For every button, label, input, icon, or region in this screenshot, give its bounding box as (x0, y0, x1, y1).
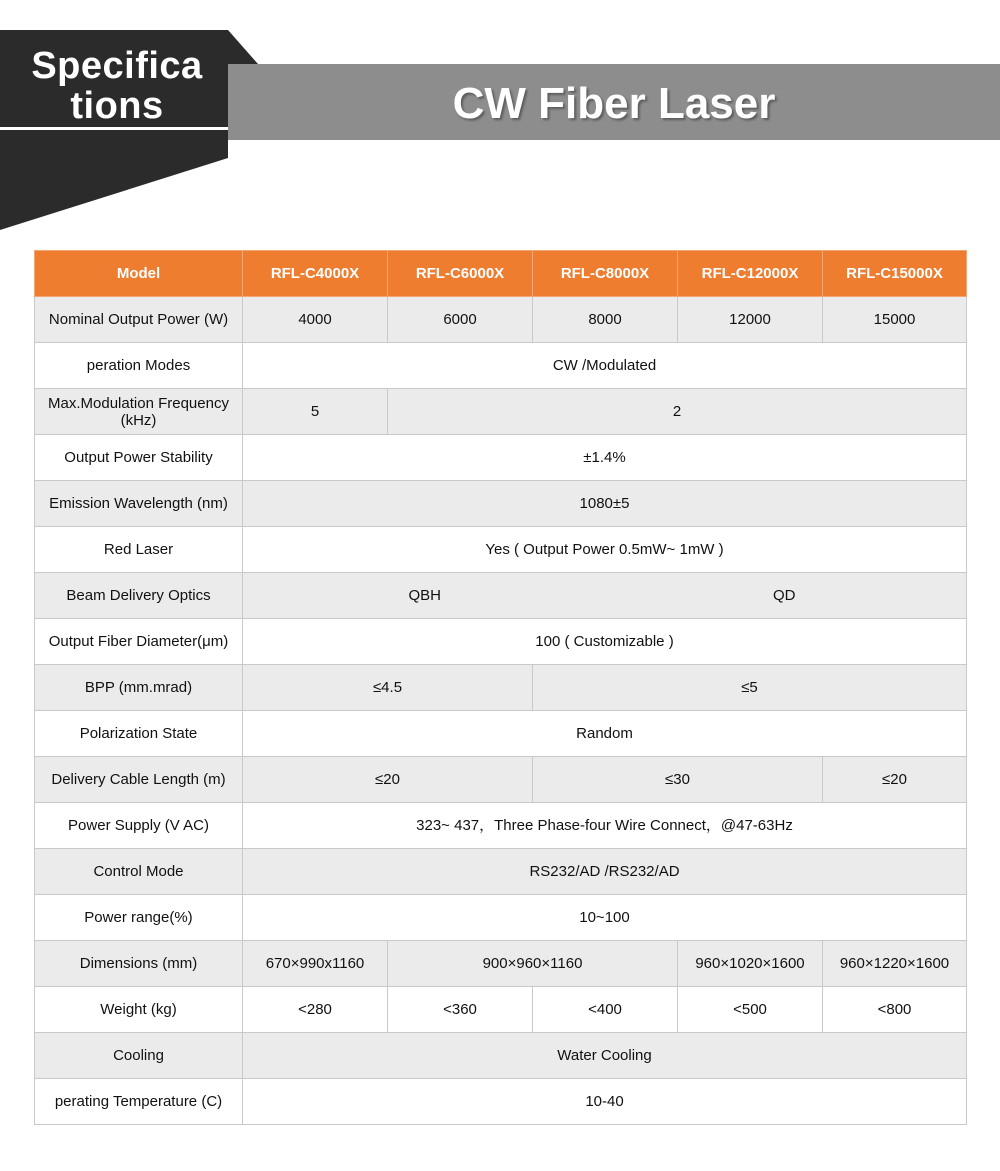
table-row (35, 297, 967, 343)
row-label: peration Modes (35, 343, 243, 389)
specifications-heading-line1: Specifica (31, 45, 203, 87)
table-cell: ≤20 (823, 757, 967, 803)
table-cell: ≤4.5 (243, 665, 533, 711)
table-cell (243, 573, 967, 619)
page-title: CW Fiber Laser (452, 79, 776, 128)
table-cell: <400 (533, 987, 678, 1033)
beam-optics-qbh: QBH (408, 587, 441, 604)
table-cell: ≤5 (533, 665, 967, 711)
beam-optics-values (245, 587, 964, 604)
table-cell: 4000 (243, 297, 388, 343)
table-cell: 100 ( Customizable ) (243, 619, 967, 665)
header-model: Model (35, 251, 243, 297)
table-row (35, 573, 967, 619)
table-cell: 900×960×1160 (388, 941, 678, 987)
header-rfl-c4000x: RFL-C4000X (243, 251, 388, 297)
table-cell: Random (243, 711, 967, 757)
table-cell: <360 (388, 987, 533, 1033)
row-label: Beam Delivery Optics (35, 573, 243, 619)
table-row (35, 1079, 967, 1125)
table-row (35, 987, 967, 1033)
row-label: BPP (mm.mrad) (35, 665, 243, 711)
row-label: Weight (kg) (35, 987, 243, 1033)
table-cell: Water Cooling (243, 1033, 967, 1079)
table-cell: ≤30 (533, 757, 823, 803)
table-row (35, 389, 967, 435)
table-cell: 670×990x1160 (243, 941, 388, 987)
table-row (35, 665, 967, 711)
table-row (35, 757, 967, 803)
specifications-heading-line2: tions (70, 85, 164, 127)
specifications-heading (0, 46, 228, 126)
row-label: Cooling (35, 1033, 243, 1079)
banner-divider (0, 127, 228, 130)
table-row (35, 619, 967, 665)
table-cell: 10-40 (243, 1079, 967, 1125)
table-cell: 960×1220×1600 (823, 941, 967, 987)
table-cell: 1080±5 (243, 481, 967, 527)
beam-optics-qd: QD (773, 587, 796, 604)
table-row (35, 435, 967, 481)
row-label: Emission Wavelength (nm) (35, 481, 243, 527)
row-label: Delivery Cable Length (m) (35, 757, 243, 803)
table-cell: ≤20 (243, 757, 533, 803)
row-label: Dimensions (mm) (35, 941, 243, 987)
row-label: Power Supply (V AC) (35, 803, 243, 849)
table-cell: 323~ 437，Three Phase-four Wire Connect，@47-63Hz (243, 803, 967, 849)
row-label: perating Temperature (C) (35, 1079, 243, 1125)
row-label: Output Fiber Diameter(μm) (35, 619, 243, 665)
table-cell: 10~100 (243, 895, 967, 941)
header-rfl-c6000x: RFL-C6000X (388, 251, 533, 297)
table-cell: Yes ( Output Power 0.5mW~ 1mW ) (243, 527, 967, 573)
table-row (35, 895, 967, 941)
row-label: Max.Modulation Frequency (kHz) (35, 389, 243, 435)
row-label: Output Power Stability (35, 435, 243, 481)
header-rfl-c15000x: RFL-C15000X (823, 251, 967, 297)
table-cell: 960×1020×1600 (678, 941, 823, 987)
table-row (35, 849, 967, 895)
table-row (35, 941, 967, 987)
row-label: Control Mode (35, 849, 243, 895)
table-cell: 12000 (678, 297, 823, 343)
table-row (35, 711, 967, 757)
table-row (35, 343, 967, 389)
table-header-row (35, 251, 967, 297)
table-row (35, 803, 967, 849)
specifications-table (34, 250, 967, 1125)
table-cell: RS232/AD /RS232/AD (243, 849, 967, 895)
row-label: Polarization State (35, 711, 243, 757)
table-cell: CW /Modulated (243, 343, 967, 389)
table-row (35, 1033, 967, 1079)
table-cell: <800 (823, 987, 967, 1033)
table-cell: <500 (678, 987, 823, 1033)
table-row (35, 481, 967, 527)
table-cell: 5 (243, 389, 388, 435)
table-cell: 6000 (388, 297, 533, 343)
row-label: Power range(%) (35, 895, 243, 941)
table-cell: 2 (388, 389, 967, 435)
header-rfl-c8000x: RFL-C8000X (533, 251, 678, 297)
table-cell: 15000 (823, 297, 967, 343)
row-label: Red Laser (35, 527, 243, 573)
table-cell: 8000 (533, 297, 678, 343)
table-row (35, 527, 967, 573)
table-cell: ±1.4% (243, 435, 967, 481)
row-label: Nominal Output Power (W) (35, 297, 243, 343)
header-rfl-c12000x: RFL-C12000X (678, 251, 823, 297)
table-cell: <280 (243, 987, 388, 1033)
